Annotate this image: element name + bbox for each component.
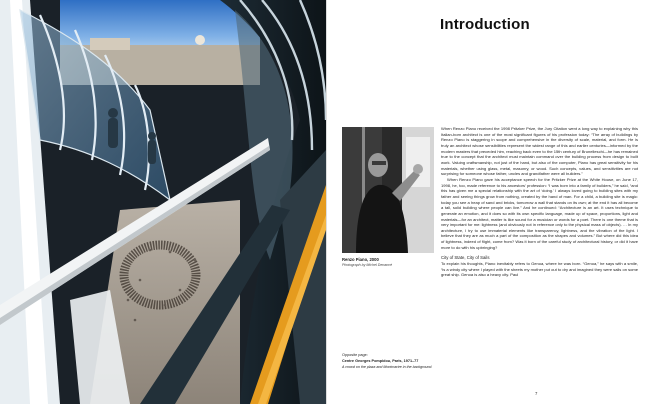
body-paragraph: To explain his thoughts, Piano inevitably refers to Genoa, where he was born. “Genoa,” he says with a smile, “is a windy city where I played with the sheets my mother put out to dry and imagined they were sails on some great ship. Genoa is also a heavy city. Paul — [441, 261, 638, 278]
opposite-page-label: Opposite page: — [342, 353, 368, 357]
section-heading: City of State, City of Sails — [441, 255, 490, 261]
page-number: 7 — [535, 391, 538, 396]
body-paragraph: When Renzo Piano gave his acceptance speech for the Pritzker Prize at the White House, on June 17, 1998, he, too, made reference to his ancestors’ profession: “I was born into a family of builders,” he said, “and this has given me a special relationship with the art of ‘doing.’ I always loved going to building sites with my father and seeing things grow from nothing, created by the hand of man. For a child, a building site is magic: today you see a heap of sand and bricks, tomorrow a wall that stands on its own; at the end it has all become a tall, solid building where people can live.” And he continued: “Architecture is an art. It uses technique to generate an emotion, and it does so with its own specific language, made up of space, proportions, light and materials—for an architect, matter is like sound for a musician or words for a poet. There is one theme that is very important for me: lightness (and obviously not in reference only to the physical mass of objects). … In my architecture, I try to use immaterial elements like transparency, lightness, and the vibration of the light. I believe that they are as much a part of the composition as the shapes and volumes.” But where did this idea of lightness, indeed of flight, come from? Was it born of the careful study of architectural history, or did it have more to do with his upbringing? — [441, 176, 638, 250]
portrait-caption-title: Renzo Piano, 2000 — [342, 257, 379, 262]
renzo-piano-portrait-photo — [342, 127, 434, 253]
right-page — [326, 0, 650, 404]
portrait-caption-credit: Photograph by Michel Denancé — [342, 263, 393, 267]
page-title: Introduction — [440, 16, 530, 33]
body-paragraph: When Renzo Piano received the 1998 Pritzker Prize, the Jury Citation went a long way to explaining why this Italian-born architect is one of the most significant figures of his profession today: “The array of buildings by Renzo Piano is staggering in scope and comprehensive in the diversity of scale, material, and form. He is truly an architect whose sensibilities represent the widest range of this and earlier centuries—informed by the modern masters that preceded him, reaching back even to the 15th century of Brunelleschi—he has remained true to the concept that the architect must maintain command over the building process from design to built work. Valuing craftsmanship, not just of the hand, but also of the computer, Piano has great sensitivity for his materials, whether using glass, metal, masonry, or wood. Such concepts, values, and sensitivities are not surprising for someone whose father, uncles and grandfather were all builders.” — [441, 126, 638, 177]
opposite-page-title: Centre Georges Pompidou, Paris, 1971–77 — [342, 359, 419, 363]
opposite-page-caption: A crowd on the plaza and Montmartre in the background. — [342, 365, 433, 369]
body-text — [441, 126, 638, 278]
